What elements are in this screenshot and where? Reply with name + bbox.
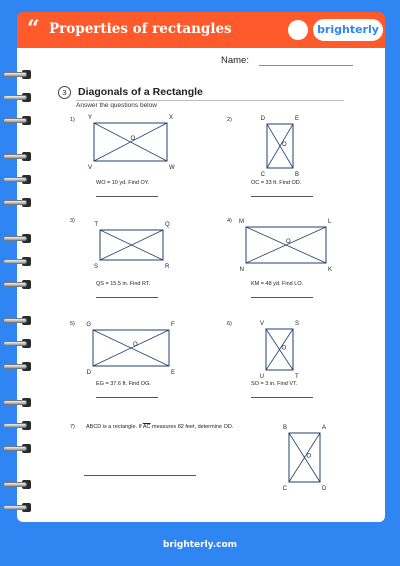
vertex-label: E <box>295 116 300 122</box>
vertex-label: X <box>169 115 174 121</box>
rectangle-figure-7 <box>283 425 327 492</box>
question-1-number: 1) <box>70 117 75 123</box>
question-5-number: 5) <box>70 321 75 327</box>
section-title: Diagonals of a Rectangle <box>78 86 203 98</box>
question-2-text: OC = 33 ft. Find OD. <box>251 180 302 186</box>
vertex-label: O <box>306 453 312 460</box>
question-7-text-before: ABCD is a rectangle. If <box>86 424 143 430</box>
logo-text: brighterly <box>317 23 379 36</box>
vertex-label: B <box>295 172 300 178</box>
worksheet-title: Properties of rectangles <box>49 21 232 37</box>
vertex-label: A <box>322 425 327 431</box>
vertex-label: C <box>260 172 265 178</box>
question-1-text: WO = 10 yd. Find OY. <box>96 180 150 186</box>
section-subtitle: Answer the questions below <box>76 102 157 109</box>
vertex-label: L <box>328 219 332 225</box>
question-7-number: 7) <box>70 424 75 430</box>
rectangle-figure-2 <box>261 116 299 178</box>
vertex-label: D <box>86 370 91 376</box>
rectangle-figure-6 <box>260 321 299 380</box>
vertex-label: M <box>239 219 244 225</box>
vertex-label: C <box>282 486 287 492</box>
rectangle-figure-1 <box>88 115 175 171</box>
question-6-number: 6) <box>227 321 232 327</box>
vertex-label: S <box>295 321 300 327</box>
vertex-label: T <box>94 222 98 228</box>
vertex-label: N <box>239 267 244 273</box>
vertex-label: G <box>86 322 91 328</box>
vertex-label: O <box>281 345 287 352</box>
vertex-label: W <box>169 165 175 171</box>
vertex-label: V <box>87 165 92 171</box>
vertex-label: U <box>259 374 264 380</box>
vertex-label: O <box>282 142 287 148</box>
vertex-label: R <box>165 264 170 270</box>
vertex-label: S <box>93 264 98 270</box>
question-2-number: 2) <box>227 117 232 123</box>
question-3-text: QS = 15.5 in. Find RT. <box>96 281 151 287</box>
quote-icon: “ <box>27 16 40 42</box>
question-7-text-after: measures 82 feet, determine OD. <box>150 424 234 430</box>
vertex-label: E <box>171 370 176 376</box>
vertex-label: D <box>322 486 327 492</box>
vertex-label: Q <box>165 222 170 228</box>
rectangle-figure-3 <box>94 222 170 270</box>
vertex-label: F <box>171 322 175 328</box>
rectangle-figure-5 <box>86 322 175 376</box>
vertex-label: K <box>328 267 333 273</box>
footer-website[interactable]: brighterly.com <box>162 540 238 550</box>
rectangle-figure-4 <box>239 219 332 273</box>
vertex-label: O <box>286 239 291 245</box>
question-6-text: SO = 3 in. Find VT. <box>251 381 298 387</box>
vertex-label: T <box>295 374 299 380</box>
name-label: Name: <box>221 55 249 66</box>
vertex-label: Y <box>87 115 92 121</box>
question-4-text: KM = 48 yd. Find LO. <box>251 281 304 287</box>
section-number: 3 <box>58 86 71 99</box>
question-5-text: EG = 37.6 ft. Find OG. <box>96 381 151 387</box>
question-3-number: 3) <box>70 218 75 224</box>
vertex-label: O <box>130 136 136 142</box>
vertex-label: V <box>259 321 264 327</box>
vertex-label: O <box>133 342 138 348</box>
segment-ac: $\overline{AC}$ <box>142 424 151 430</box>
vertex-label: B <box>282 425 287 431</box>
vertex-label: D <box>260 116 265 122</box>
question-4-number: 4) <box>227 218 232 224</box>
